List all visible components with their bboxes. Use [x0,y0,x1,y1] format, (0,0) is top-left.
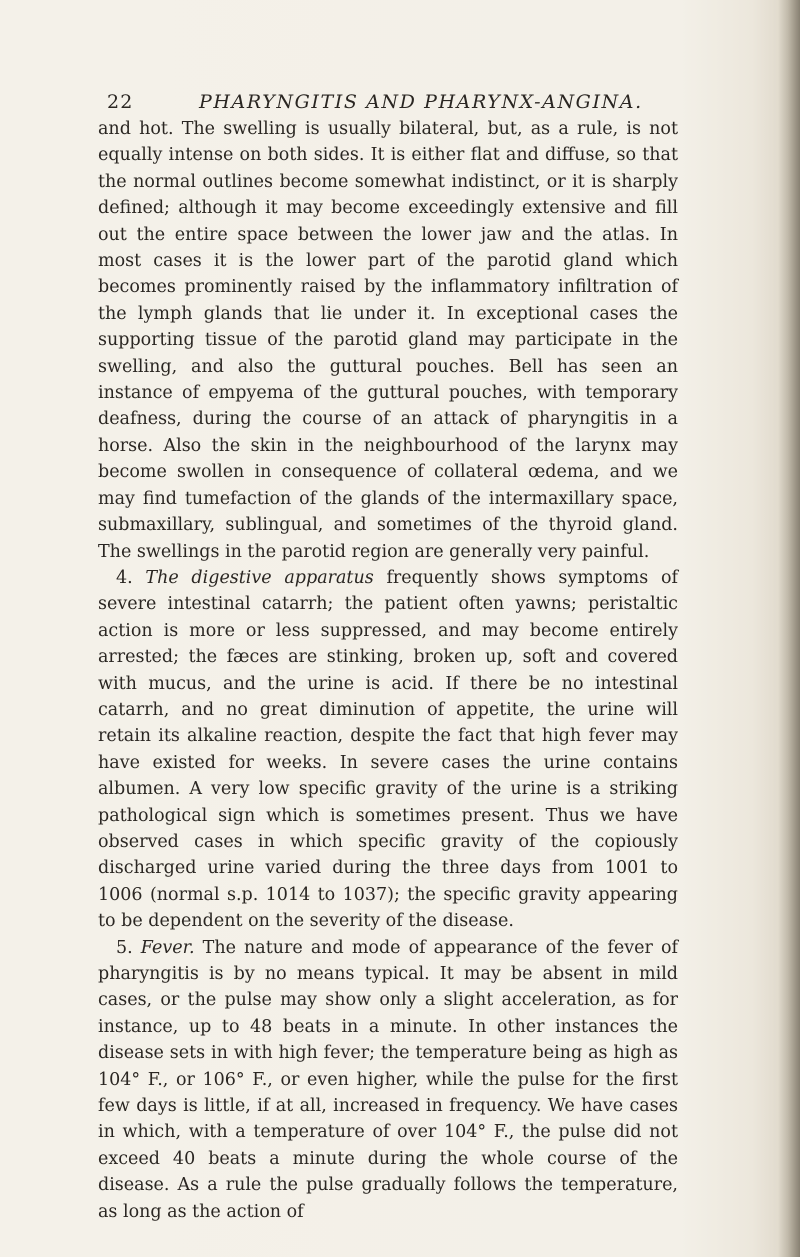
paragraph-text: frequently shows symptoms of severe intestinal catarrh; the patient often yawns; peristaltic action is more or less suppressed, and may become entirely arrested; the fæces are stinking, broken up, soft and covered with mucus, and the urine is acid. If there be no intestinal catarrh, and no great diminution of appetite, the urine will retain its alkaline reaction, despite the fact that high fever may have existed for weeks. In severe cases the urine contains albumen. A very low specific gravity of the urine is a striking pathological sign which is sometimes present. Thus we have observed cases in which specific gravity of the copiously discharged urine varied during the three days from 1001 to 1006 (normal s.p. 1014 to 1037); the specific gravity appearing to be dependent on the severity of the disease. [98,567,678,932]
paragraph-fever [98,935,678,1225]
page-edge-shadow [778,0,800,1257]
body-text [98,116,678,1225]
section-number: 5. [116,937,133,958]
page-number: 22 [107,91,134,113]
section-number: 4. [116,567,133,588]
paragraph-text: The nature and mode of appearance of the fever of pharyngitis is by no means typical. It may be absent in mild cases, or the pulse may show only a slight acceleration, as for instance, up to 48 beats in a minute. In other instances the disease sets in with high fever; the temperature being as high as 104° F., or 106° F., or even higher, while the pulse for the first few days is little, if at all, increased in frequency. We have cases in which, with a temperature of over 104° F., the pulse did not exceed 40 beats a minute during the whole course of the disease. As a rule the pulse gradually follows the temperature, as long as the action of [98,937,678,1222]
paragraph-text: and hot. The swelling is usually bilateral, but, as a rule, is not equally intense on both sides. It is either flat and diffuse, so that the normal outlines become somewhat indistinct, or it is sharply defined; although it may become exceedingly extensive and fill out the entire space between the lower jaw and the atlas. In most cases it is the lower part of the parotid gland which becomes prominently raised by the inflammatory infiltration of the lymph glands that lie under it. In exceptional cases the supporting tissue of the parotid gland may participate in the swelling, and also the guttural pouches. Bell has seen an instance of empyema of the guttural pouches, with temporary deafness, during the course of an attack of pharyngitis in a horse. Also the skin in the neighbourhood of the larynx may become swollen in consequence of collateral œdema, and we may find tumefaction of the glands of the intermaxillary space, submaxillary, sublingual, and sometimes of the thyroid gland. The swellings in the parotid region are generally very painful. [98,119,678,562]
running-title: PHARYNGITIS AND PHARYNX-ANGINA. [199,91,643,113]
section-heading: Fever. [140,937,195,958]
paragraph-swelling [98,116,678,565]
paragraph-digestive-apparatus [98,565,678,935]
section-heading: The digestive apparatus [145,567,374,588]
